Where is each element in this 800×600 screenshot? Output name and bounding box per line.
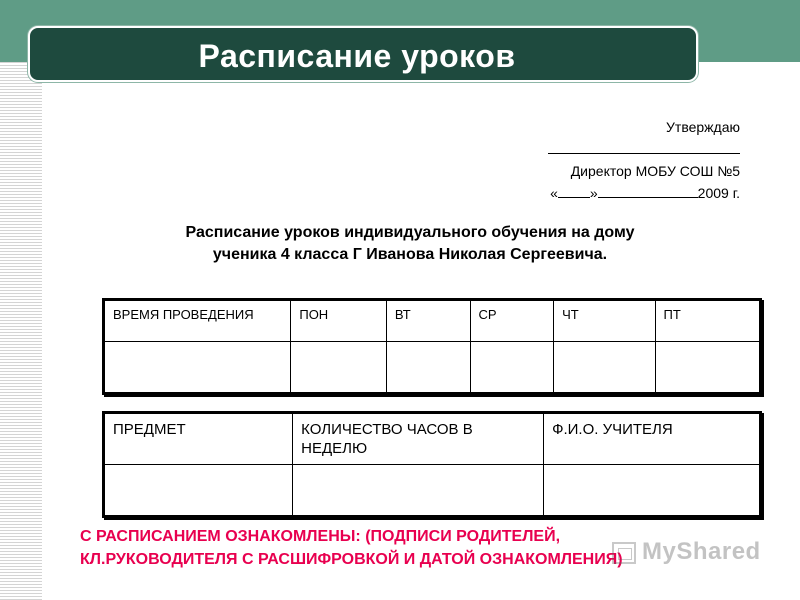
schedule-empty-row bbox=[104, 342, 761, 394]
approval-block bbox=[480, 116, 740, 204]
schedule-header-thu: ЧТ bbox=[554, 300, 655, 342]
approval-director: Директор МОБУ СОШ №5 bbox=[570, 163, 740, 179]
acknowledgement-line-1: С РАСПИСАНИЕМ ОЗНАКОМЛЕНЫ: (ПОДПИСИ РОДИТЕЛЕЙ, bbox=[80, 528, 561, 545]
schedule-header-wed: СР bbox=[470, 300, 554, 342]
date-year: 2009 г. bbox=[697, 185, 740, 201]
signature-line bbox=[548, 138, 740, 154]
schedule-table bbox=[102, 298, 762, 395]
subjects-header-subject: ПРЕДМЕТ bbox=[104, 413, 293, 465]
approval-date-line bbox=[480, 182, 740, 204]
subjects-header-row bbox=[104, 413, 761, 465]
title-bar bbox=[28, 26, 698, 82]
date-quote-close: » bbox=[589, 185, 598, 201]
schedule-header-mon: ПОН bbox=[291, 300, 387, 342]
schedule-cell bbox=[470, 342, 554, 394]
schedule-cell bbox=[291, 342, 387, 394]
heading-line-2: ученика 4 класса Г Иванова Николая Сергеевича. bbox=[212, 246, 608, 263]
acknowledgement-line-2: КЛ.РУКОВОДИТЕЛЯ С РАСШИФРОВКОЙ И ДАТОЙ ОЗНАКОМЛЕНИЯ) bbox=[80, 551, 623, 568]
subjects-table bbox=[102, 411, 762, 518]
date-day-blank bbox=[558, 184, 590, 198]
page-title: Расписание уроков bbox=[198, 38, 516, 74]
date-quote-open: « bbox=[550, 185, 558, 201]
subjects-empty-row bbox=[104, 465, 761, 517]
schedule-cell bbox=[386, 342, 470, 394]
subjects-header-teacher: Ф.И.О. УЧИТЕЛЯ bbox=[544, 413, 761, 465]
schedule-header-fri: ПТ bbox=[655, 300, 760, 342]
schedule-header-row bbox=[104, 300, 761, 342]
schedule-header-tue: ВТ bbox=[386, 300, 470, 342]
subjects-cell bbox=[544, 465, 761, 517]
heading-line-1: Расписание уроков индивидуального обучения на дому bbox=[185, 224, 635, 241]
subjects-cell bbox=[293, 465, 544, 517]
document-heading bbox=[120, 222, 700, 266]
schedule-cell bbox=[554, 342, 655, 394]
approval-label: Утверждаю bbox=[666, 119, 740, 135]
watermark-text: MyShared bbox=[642, 538, 761, 565]
subjects-cell bbox=[104, 465, 293, 517]
schedule-cell bbox=[655, 342, 760, 394]
acknowledgement-note bbox=[80, 525, 770, 571]
date-month-blank bbox=[598, 184, 698, 198]
schedule-header-time: ВРЕМЯ ПРОВЕДЕНИЯ bbox=[104, 300, 291, 342]
subjects-header-hours: КОЛИЧЕСТВО ЧАСОВ В НЕДЕЛЮ bbox=[293, 413, 544, 465]
schedule-cell bbox=[104, 342, 291, 394]
left-stripes-decoration bbox=[0, 62, 42, 600]
